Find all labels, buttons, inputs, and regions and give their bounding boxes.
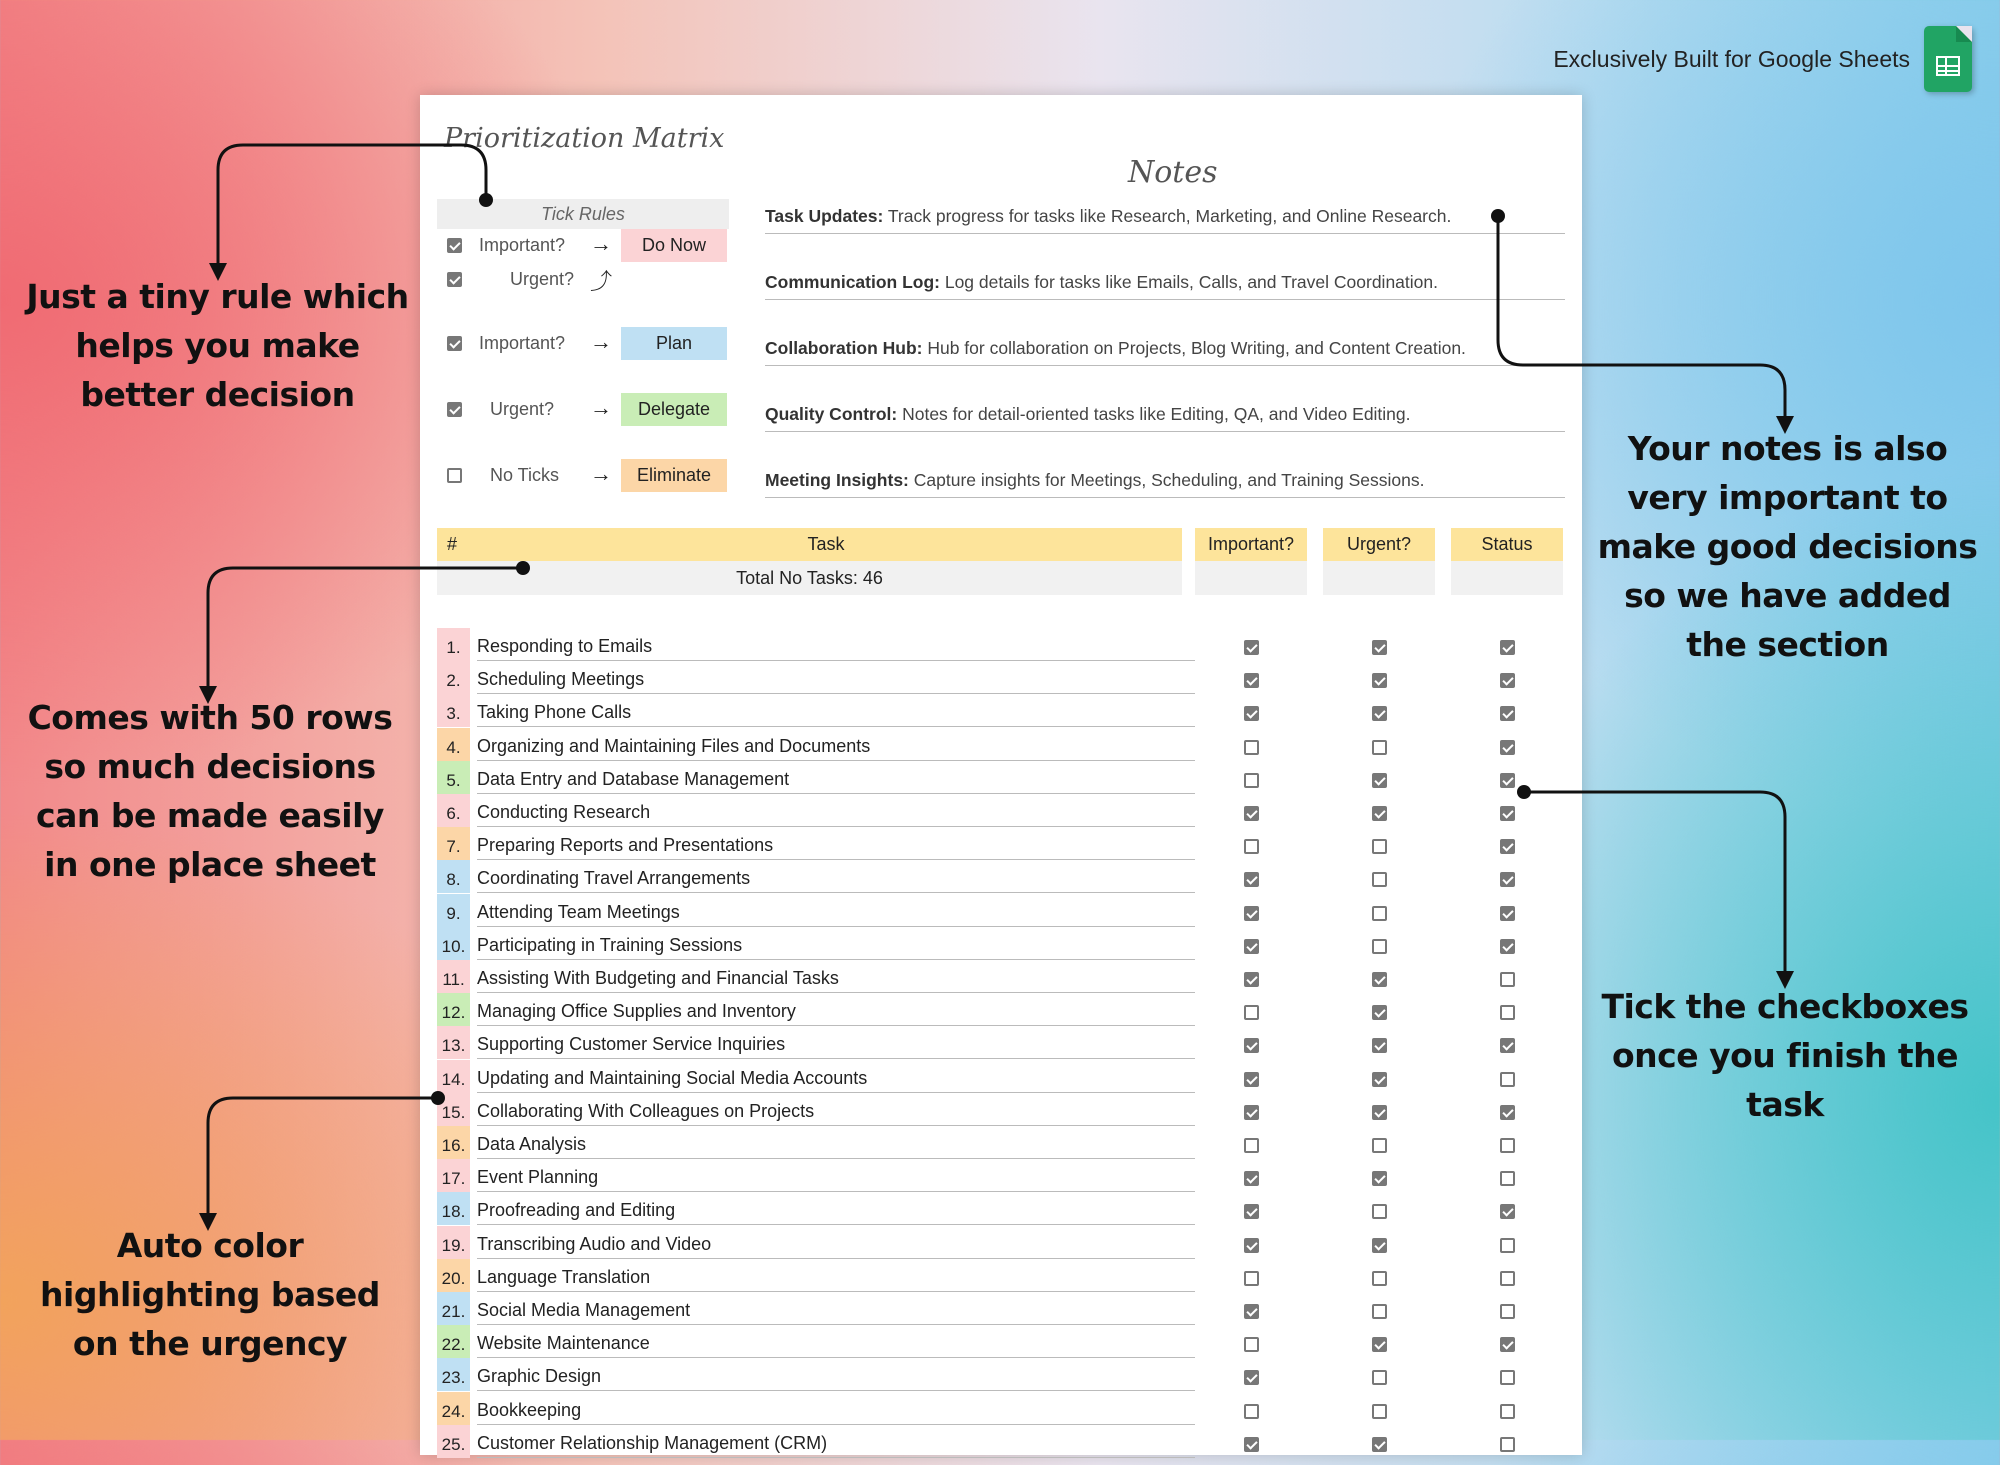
task-name[interactable]: Taking Phone Calls bbox=[477, 694, 1195, 727]
arrow-rows bbox=[208, 568, 523, 695]
page-title: Prioritization Matrix bbox=[444, 123, 725, 154]
row-number: 3. bbox=[437, 694, 470, 727]
right-arrow-icon: → bbox=[590, 395, 612, 420]
task-name[interactable]: Participating in Training Sessions bbox=[477, 927, 1195, 960]
annotation-rows: Comes with 50 rows so much decisions can be made easily in one place sheet bbox=[27, 698, 393, 884]
header-status: Status bbox=[1451, 528, 1563, 561]
note-text: Capture insights for Meetings, Scheduling, and Training Sessions. bbox=[908, 470, 1425, 490]
task-name[interactable]: Language Translation bbox=[477, 1259, 1195, 1292]
row-number: 21. bbox=[437, 1292, 470, 1325]
annotation-color: Auto color highlighting based on the urgency bbox=[40, 1226, 380, 1363]
row-number: 7. bbox=[437, 827, 470, 860]
row-number: 22. bbox=[437, 1325, 470, 1358]
task-name[interactable]: Attending Team Meetings bbox=[477, 894, 1195, 927]
annotation-notes: Your notes is also very important to make good decisions so we have added the section bbox=[1597, 429, 1978, 664]
rule-badge: Eliminate bbox=[621, 459, 727, 492]
row-number: 20. bbox=[437, 1259, 470, 1292]
note-label: Communication Log: bbox=[765, 272, 940, 292]
row-number: 12. bbox=[437, 993, 470, 1026]
task-name[interactable]: Preparing Reports and Presentations bbox=[477, 827, 1195, 860]
annotation-checkboxes: Tick the checkboxes once you finish the task bbox=[1601, 987, 1969, 1124]
dot-color bbox=[431, 1091, 445, 1105]
row-number: 2. bbox=[437, 661, 470, 694]
arrow-color bbox=[208, 1098, 438, 1222]
note-label: Task Updates: bbox=[765, 206, 884, 226]
curved-arrow-icon: ⤴ bbox=[590, 269, 613, 294]
row-number: 10. bbox=[437, 927, 470, 960]
arrow-checkboxes bbox=[1524, 792, 1785, 980]
note-text: Notes for detail-oriented tasks like Editing, QA, and Video Editing. bbox=[897, 404, 1411, 424]
annotation-rule: Just a tiny rule which helps you make better decision bbox=[26, 277, 409, 414]
task-name[interactable]: Conducting Research bbox=[477, 794, 1195, 827]
brand-text: Exclusively Built for Google Sheets bbox=[1553, 46, 1910, 72]
rule-label: Important? bbox=[479, 333, 566, 353]
task-name[interactable]: Data Analysis bbox=[477, 1126, 1195, 1159]
task-name[interactable]: Updating and Maintaining Social Media Accounts bbox=[477, 1060, 1195, 1093]
task-name[interactable]: Customer Relationship Management (CRM) bbox=[477, 1425, 1195, 1458]
row-number: 16. bbox=[437, 1126, 470, 1159]
note-label: Meeting Insights: bbox=[765, 470, 909, 490]
row-number: 1. bbox=[437, 628, 470, 661]
task-name[interactable]: Proofreading and Editing bbox=[477, 1192, 1195, 1225]
row-number: 8. bbox=[437, 860, 470, 893]
row-number: 18. bbox=[437, 1192, 470, 1225]
task-name[interactable]: Supporting Customer Service Inquiries bbox=[477, 1026, 1195, 1059]
notes-title: Notes bbox=[1128, 155, 1218, 190]
rule-label: No Ticks bbox=[490, 465, 560, 485]
arrow-rule bbox=[218, 145, 486, 272]
task-name[interactable]: Coordinating Travel Arrangements bbox=[477, 860, 1195, 893]
rule-badge: Plan bbox=[621, 327, 727, 360]
dot-checkboxes bbox=[1517, 785, 1531, 799]
task-name[interactable]: Bookkeeping bbox=[477, 1392, 1195, 1425]
dot-rows bbox=[516, 561, 530, 575]
row-number: 6. bbox=[437, 794, 470, 827]
task-name[interactable]: Assisting With Budgeting and Financial Tasks bbox=[477, 960, 1195, 993]
task-name[interactable]: Organizing and Maintaining Files and Documents bbox=[477, 728, 1195, 761]
row-number: 17. bbox=[437, 1159, 470, 1192]
task-name[interactable]: Website Maintenance bbox=[477, 1325, 1195, 1358]
note-text: Log details for tasks like Emails, Calls, and Travel Coordination. bbox=[939, 272, 1438, 292]
task-name[interactable]: Data Entry and Database Management bbox=[477, 761, 1195, 794]
task-name[interactable]: Managing Office Supplies and Inventory bbox=[477, 993, 1195, 1026]
right-arrow-icon: → bbox=[590, 329, 612, 354]
rule-label: Important? bbox=[479, 235, 566, 255]
row-number: 4. bbox=[437, 728, 470, 761]
row-number: 5. bbox=[437, 761, 470, 794]
arrow-notes bbox=[1498, 216, 1785, 425]
note-label: Collaboration Hub: bbox=[765, 338, 923, 358]
task-name[interactable]: Transcribing Audio and Video bbox=[477, 1226, 1195, 1259]
task-name[interactable]: Event Planning bbox=[477, 1159, 1195, 1192]
rule-label: Urgent? bbox=[490, 399, 555, 419]
note-text: Track progress for tasks like Research, Marketing, and Online Research. bbox=[883, 206, 1452, 226]
right-arrow-icon: → bbox=[590, 231, 612, 256]
task-name[interactable]: Social Media Management bbox=[477, 1292, 1195, 1325]
row-number: 25. bbox=[437, 1425, 470, 1458]
header-important: Important? bbox=[1195, 528, 1307, 561]
header-task: Task bbox=[470, 528, 1182, 561]
row-number: 15. bbox=[437, 1093, 470, 1126]
row-number: 13. bbox=[437, 1026, 470, 1059]
task-name[interactable]: Responding to Emails bbox=[477, 628, 1195, 661]
header-urgent: Urgent? bbox=[1323, 528, 1435, 561]
note-text: Hub for collaboration on Projects, Blog Writing, and Content Creation. bbox=[922, 338, 1466, 358]
note-label: Quality Control: bbox=[765, 404, 898, 424]
rule-badge: Do Now bbox=[621, 229, 727, 262]
right-arrow-icon: → bbox=[590, 461, 612, 486]
row-number: 24. bbox=[437, 1392, 470, 1425]
row-number: 11. bbox=[437, 960, 470, 993]
dot-rule bbox=[479, 193, 493, 207]
task-name[interactable]: Graphic Design bbox=[477, 1358, 1195, 1391]
row-number: 14. bbox=[437, 1060, 470, 1093]
row-number: 9. bbox=[437, 894, 470, 927]
row-number: 19. bbox=[437, 1226, 470, 1259]
header-num: # bbox=[437, 528, 470, 561]
task-name[interactable]: Scheduling Meetings bbox=[477, 661, 1195, 694]
total-tasks: Total No Tasks: 46 bbox=[437, 561, 1182, 595]
tick-rules-header: Tick Rules bbox=[437, 199, 729, 229]
row-number: 23. bbox=[437, 1358, 470, 1391]
task-name[interactable]: Collaborating With Colleagues on Projects bbox=[477, 1093, 1195, 1126]
rule-badge: Delegate bbox=[621, 393, 727, 426]
rule-label: Urgent? bbox=[510, 269, 575, 289]
dot-notes bbox=[1491, 209, 1505, 223]
